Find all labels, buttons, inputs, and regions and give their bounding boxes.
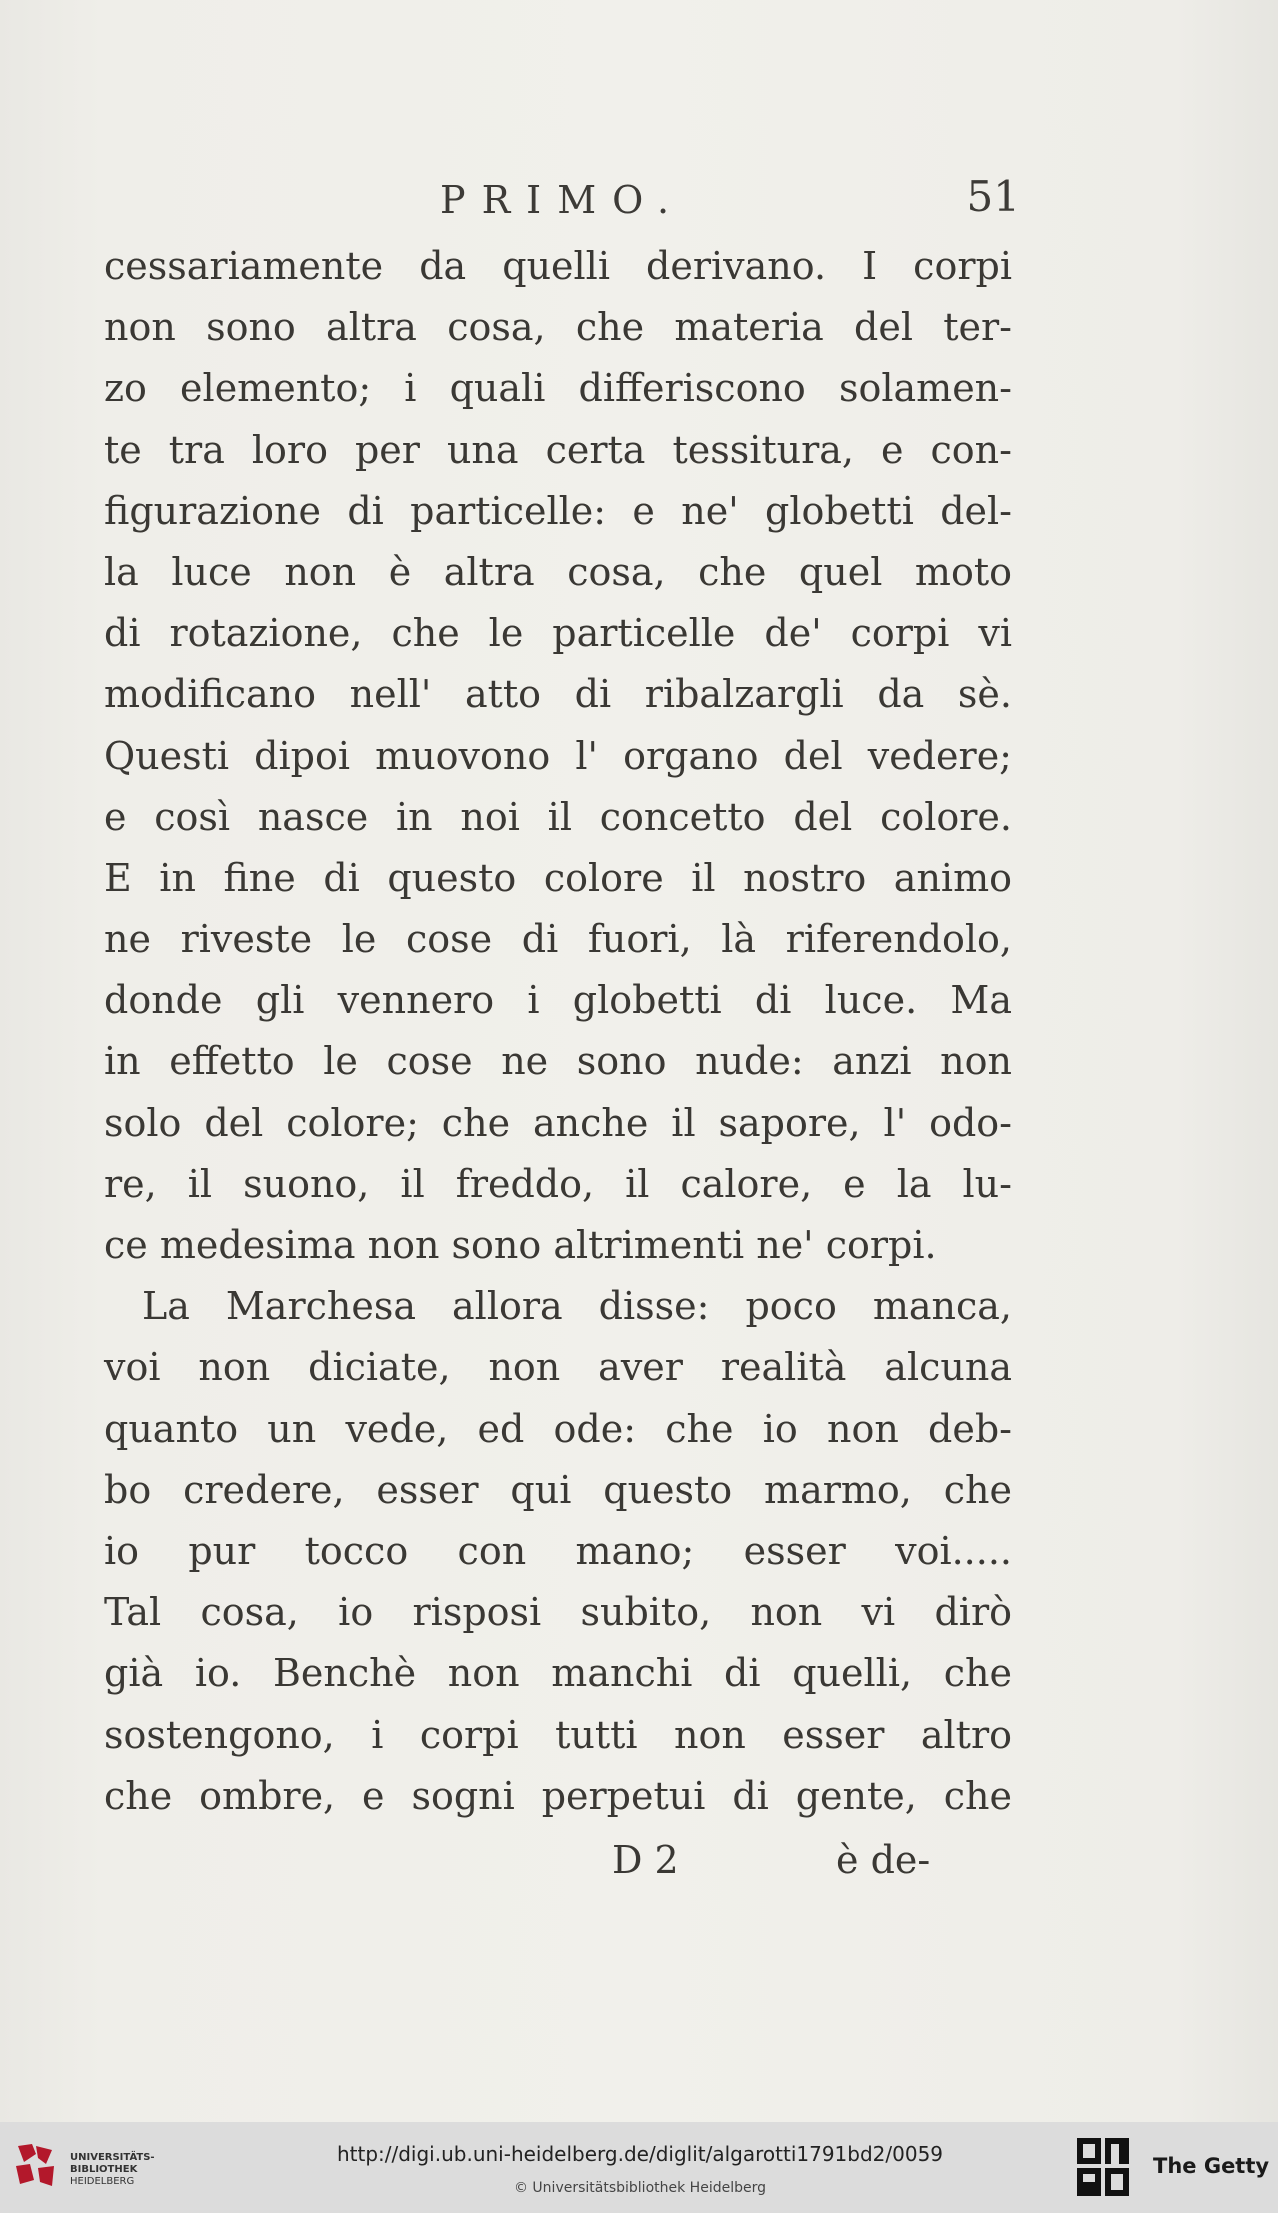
page-header xyxy=(90,172,1020,228)
text-line: modificano nell' atto di ribalzargli da sè. xyxy=(104,672,1012,717)
text-line: e così nasce in noi il concetto del colore. xyxy=(104,794,1012,839)
text-line: Questi dipoi muovono l' organo del vedere; xyxy=(104,733,1012,778)
running-head: PRIMO. xyxy=(440,178,686,222)
text-line: re, il suono, il freddo, il calore, e la lu- xyxy=(104,1161,1012,1206)
library-name-line: HEIDELBERG xyxy=(70,2176,135,2187)
university-library-logo[interactable] xyxy=(12,2134,172,2200)
library-name xyxy=(70,2152,155,2188)
text-line: che ombre, e sogni perpetui di gente, che xyxy=(104,1773,1012,1818)
text-line: in effetto le cose ne sono nude: anzi non xyxy=(104,1039,1012,1084)
text-line: zo elemento; i quali differiscono solamen- xyxy=(104,366,1012,411)
permalink-url[interactable]: http://digi.ub.uni-heidelberg.de/diglit/algarotti1791bd2/0059 xyxy=(336,2142,944,2166)
library-name-line: UNIVERSITÄTS- xyxy=(70,2152,155,2163)
text-line: bo credere, esser qui questo marmo, che xyxy=(104,1467,1012,1512)
text-line: sostengono, i corpi tutti non esser altro xyxy=(104,1712,1012,1757)
getty-label: The Getty xyxy=(1153,2154,1270,2178)
getty-logo[interactable] xyxy=(1075,2136,1270,2198)
text-line: solo del colore; che anche il sapore, l' odo- xyxy=(104,1100,1012,1145)
text-line: La Marchesa allora disse: poco manca, xyxy=(142,1284,1012,1329)
library-name-line: BIBLIOTHEK xyxy=(70,2164,138,2175)
text-line: di rotazione, che le particelle de' corpi vi xyxy=(104,611,1012,656)
text-line: figurazione di particelle: e ne' globetti del- xyxy=(104,488,1012,533)
body-text xyxy=(104,236,1012,1827)
text-line: te tra loro per una certa tessitura, e con- xyxy=(104,427,1012,472)
signature-mark: D 2 xyxy=(612,1838,679,1882)
copyright-notice: © Universitätsbibliothek Heidelberg xyxy=(513,2180,766,2196)
text-line: ce medesima non sono altrimenti ne' corpi. xyxy=(104,1223,937,1267)
text-line: E in fine di questo colore il nostro animo xyxy=(104,855,1012,900)
text-line: donde gli vennero i globetti di luce. Ma xyxy=(104,978,1012,1023)
text-line: già io. Benchè non manchi di quelli, che xyxy=(104,1651,1012,1696)
text-line: non sono altra cosa, che materia del ter- xyxy=(104,305,1012,350)
viewer-footer xyxy=(0,2122,1278,2213)
text-line: la luce non è altra cosa, che quel moto xyxy=(104,549,1012,594)
text-line: ne riveste le cose di fuori, là riferendolo, xyxy=(104,917,1012,962)
getty-logo-icon xyxy=(1075,2136,1131,2198)
text-line: io pur tocco con mano; esser voi..... xyxy=(104,1528,1012,1573)
text-line: cessariamente da quelli derivano. I corpi xyxy=(104,244,1012,288)
text-line: quanto un vede, ed ode: che io non deb- xyxy=(104,1406,1012,1451)
university-seal-icon xyxy=(12,2140,60,2192)
text-line: Tal cosa, io risposi subito, non vi dirò xyxy=(104,1590,1012,1635)
catchword: è de- xyxy=(836,1838,931,1882)
page-number: 51 xyxy=(966,172,1020,221)
text-line: voi non diciate, non aver realità alcuna xyxy=(104,1345,1012,1390)
